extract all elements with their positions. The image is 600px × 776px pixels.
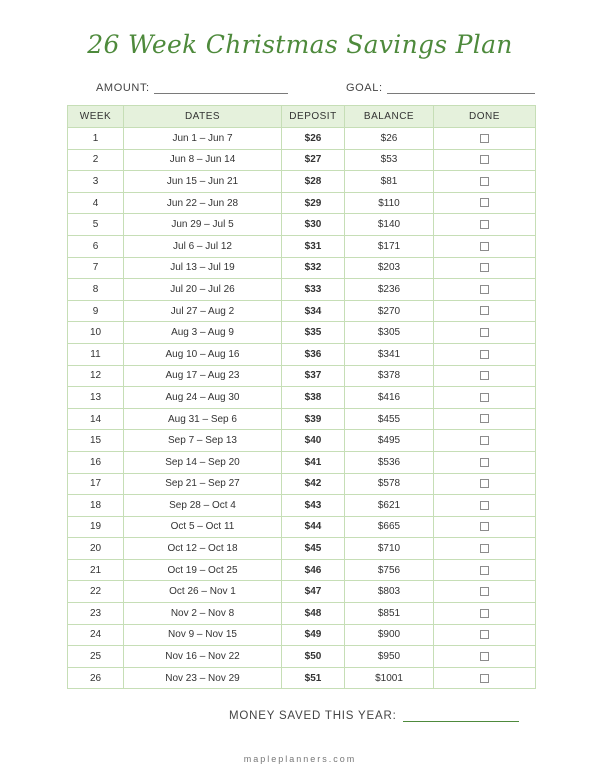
deposit-cell: $39 — [282, 408, 345, 430]
dates-cell: Sep 21 – Sep 27 — [124, 473, 282, 495]
checkbox-icon[interactable] — [480, 414, 489, 423]
table-row — [68, 430, 536, 452]
week-cell: 2 — [68, 149, 124, 171]
done-cell — [434, 624, 536, 646]
table-header-row — [68, 106, 536, 128]
week-cell: 9 — [68, 300, 124, 322]
deposit-cell: $44 — [282, 516, 345, 538]
dates-cell: Aug 10 – Aug 16 — [124, 343, 282, 365]
deposit-cell: $51 — [282, 667, 345, 689]
dates-cell: Jul 6 – Jul 12 — [124, 235, 282, 257]
dates-cell: Jun 8 – Jun 14 — [124, 149, 282, 171]
week-cell: 14 — [68, 408, 124, 430]
table-row — [68, 538, 536, 560]
deposit-cell: $38 — [282, 387, 345, 409]
column-header-balance: BALANCE — [345, 106, 434, 128]
table-row — [68, 667, 536, 689]
checkbox-icon[interactable] — [480, 436, 489, 445]
balance-cell: $236 — [345, 279, 434, 301]
done-cell — [434, 451, 536, 473]
dates-cell: Jun 1 – Jun 7 — [124, 128, 282, 150]
balance-cell: $665 — [345, 516, 434, 538]
done-cell — [434, 667, 536, 689]
goal-field — [346, 82, 535, 94]
balance-cell: $81 — [345, 171, 434, 193]
balance-cell: $950 — [345, 646, 434, 668]
checkbox-icon[interactable] — [480, 134, 489, 143]
checkbox-icon[interactable] — [480, 458, 489, 467]
checkbox-icon[interactable] — [480, 285, 489, 294]
page-title: 26 Week Christmas Savings Plan — [87, 30, 513, 59]
done-cell — [434, 322, 536, 344]
balance-cell: $110 — [345, 192, 434, 214]
checkbox-icon[interactable] — [480, 220, 489, 229]
balance-cell: $621 — [345, 495, 434, 517]
done-cell — [434, 128, 536, 150]
balance-cell: $455 — [345, 408, 434, 430]
table-row — [68, 128, 536, 150]
table-row — [68, 365, 536, 387]
week-cell: 18 — [68, 495, 124, 517]
table-row — [68, 192, 536, 214]
dates-cell: Nov 9 – Nov 15 — [124, 624, 282, 646]
deposit-cell: $43 — [282, 495, 345, 517]
week-cell: 4 — [68, 192, 124, 214]
week-cell: 11 — [68, 343, 124, 365]
column-header-week: WEEK — [68, 106, 124, 128]
deposit-cell: $36 — [282, 343, 345, 365]
deposit-cell: $29 — [282, 192, 345, 214]
checkbox-icon[interactable] — [480, 328, 489, 337]
deposit-cell: $26 — [282, 128, 345, 150]
dates-cell: Nov 16 – Nov 22 — [124, 646, 282, 668]
checkbox-icon[interactable] — [480, 306, 489, 315]
table-row — [68, 343, 536, 365]
week-cell: 7 — [68, 257, 124, 279]
checkbox-icon[interactable] — [480, 587, 489, 596]
dates-cell: Aug 31 – Sep 6 — [124, 408, 282, 430]
table-row — [68, 279, 536, 301]
table-row — [68, 581, 536, 603]
checkbox-icon[interactable] — [480, 155, 489, 164]
deposit-cell: $46 — [282, 559, 345, 581]
amount-field — [96, 82, 288, 94]
week-cell: 13 — [68, 387, 124, 409]
balance-cell: $378 — [345, 365, 434, 387]
deposit-cell: $41 — [282, 451, 345, 473]
balance-cell: $53 — [345, 149, 434, 171]
deposit-cell: $49 — [282, 624, 345, 646]
week-cell: 5 — [68, 214, 124, 236]
money-saved-field — [229, 710, 519, 722]
week-cell: 25 — [68, 646, 124, 668]
done-cell — [434, 192, 536, 214]
money-saved-label: MONEY SAVED THIS YEAR: — [229, 710, 397, 722]
balance-cell: $140 — [345, 214, 434, 236]
week-cell: 20 — [68, 538, 124, 560]
table-row — [68, 257, 536, 279]
checkbox-icon[interactable] — [480, 263, 489, 272]
money-saved-input-line[interactable] — [403, 710, 519, 722]
deposit-cell: $32 — [282, 257, 345, 279]
amount-input-line[interactable] — [154, 83, 288, 94]
savings-table — [67, 105, 536, 689]
table-row — [68, 322, 536, 344]
table-row — [68, 603, 536, 625]
dates-cell: Jul 20 – Jul 26 — [124, 279, 282, 301]
checkbox-icon[interactable] — [480, 198, 489, 207]
balance-cell: $171 — [345, 235, 434, 257]
table-row — [68, 495, 536, 517]
week-cell: 8 — [68, 279, 124, 301]
balance-cell: $578 — [345, 473, 434, 495]
column-header-deposit: DEPOSIT — [282, 106, 345, 128]
dates-cell: Nov 23 – Nov 29 — [124, 667, 282, 689]
week-cell: 16 — [68, 451, 124, 473]
week-cell: 21 — [68, 559, 124, 581]
done-cell — [434, 235, 536, 257]
done-cell — [434, 473, 536, 495]
deposit-cell: $42 — [282, 473, 345, 495]
dates-cell: Oct 26 – Nov 1 — [124, 581, 282, 603]
deposit-cell: $48 — [282, 603, 345, 625]
done-cell — [434, 581, 536, 603]
checkbox-icon[interactable] — [480, 566, 489, 575]
dates-cell: Nov 2 – Nov 8 — [124, 603, 282, 625]
done-cell — [434, 603, 536, 625]
done-cell — [434, 279, 536, 301]
done-cell — [434, 149, 536, 171]
dates-cell: Sep 28 – Oct 4 — [124, 495, 282, 517]
dates-cell: Oct 5 – Oct 11 — [124, 516, 282, 538]
deposit-cell: $27 — [282, 149, 345, 171]
week-cell: 1 — [68, 128, 124, 150]
week-cell: 23 — [68, 603, 124, 625]
dates-cell: Jun 29 – Jul 5 — [124, 214, 282, 236]
deposit-cell: $50 — [282, 646, 345, 668]
checkbox-icon[interactable] — [480, 371, 489, 380]
balance-cell: $1001 — [345, 667, 434, 689]
week-cell: 19 — [68, 516, 124, 538]
dates-cell: Jun 15 – Jun 21 — [124, 171, 282, 193]
deposit-cell: $40 — [282, 430, 345, 452]
dates-cell: Sep 7 – Sep 13 — [124, 430, 282, 452]
balance-cell: $341 — [345, 343, 434, 365]
amount-label: AMOUNT: — [96, 82, 150, 94]
checkbox-icon[interactable] — [480, 674, 489, 683]
week-cell: 6 — [68, 235, 124, 257]
dates-cell: Aug 3 – Aug 9 — [124, 322, 282, 344]
dates-cell: Oct 12 – Oct 18 — [124, 538, 282, 560]
goal-label: GOAL: — [346, 82, 383, 94]
table-row — [68, 149, 536, 171]
balance-cell: $536 — [345, 451, 434, 473]
table-row — [68, 516, 536, 538]
done-cell — [434, 559, 536, 581]
dates-cell: Sep 14 – Sep 20 — [124, 451, 282, 473]
table-row — [68, 387, 536, 409]
dates-cell: Aug 24 – Aug 30 — [124, 387, 282, 409]
done-cell — [434, 408, 536, 430]
balance-cell: $416 — [345, 387, 434, 409]
balance-cell: $203 — [345, 257, 434, 279]
checkbox-icon[interactable] — [480, 630, 489, 639]
checkbox-icon[interactable] — [480, 501, 489, 510]
checkbox-icon[interactable] — [480, 393, 489, 402]
column-header-done: DONE — [434, 106, 536, 128]
checkbox-icon[interactable] — [480, 479, 489, 488]
deposit-cell: $37 — [282, 365, 345, 387]
week-cell: 26 — [68, 667, 124, 689]
done-cell — [434, 387, 536, 409]
dates-cell: Aug 17 – Aug 23 — [124, 365, 282, 387]
checkbox-icon[interactable] — [480, 177, 489, 186]
column-header-dates: DATES — [124, 106, 282, 128]
dates-cell: Oct 19 – Oct 25 — [124, 559, 282, 581]
checkbox-icon[interactable] — [480, 544, 489, 553]
dates-cell: Jun 22 – Jun 28 — [124, 192, 282, 214]
balance-cell: $803 — [345, 581, 434, 603]
deposit-cell: $47 — [282, 581, 345, 603]
week-cell: 3 — [68, 171, 124, 193]
deposit-cell: $33 — [282, 279, 345, 301]
balance-cell: $305 — [345, 322, 434, 344]
week-cell: 17 — [68, 473, 124, 495]
table-row — [68, 624, 536, 646]
deposit-cell: $28 — [282, 171, 345, 193]
balance-cell: $710 — [345, 538, 434, 560]
done-cell — [434, 171, 536, 193]
table-row — [68, 646, 536, 668]
table-row — [68, 235, 536, 257]
table-row — [68, 473, 536, 495]
deposit-cell: $35 — [282, 322, 345, 344]
balance-cell: $26 — [345, 128, 434, 150]
balance-cell: $270 — [345, 300, 434, 322]
done-cell — [434, 495, 536, 517]
deposit-cell: $34 — [282, 300, 345, 322]
week-cell: 22 — [68, 581, 124, 603]
done-cell — [434, 516, 536, 538]
week-cell: 10 — [68, 322, 124, 344]
done-cell — [434, 646, 536, 668]
checkbox-icon[interactable] — [480, 652, 489, 661]
table-row — [68, 171, 536, 193]
table-row — [68, 300, 536, 322]
table-row — [68, 559, 536, 581]
dates-cell: Jul 27 – Aug 2 — [124, 300, 282, 322]
balance-cell: $851 — [345, 603, 434, 625]
table-row — [68, 214, 536, 236]
week-cell: 15 — [68, 430, 124, 452]
checkbox-icon[interactable] — [480, 242, 489, 251]
checkbox-icon[interactable] — [480, 522, 489, 531]
done-cell — [434, 365, 536, 387]
table-row — [68, 451, 536, 473]
balance-cell: $900 — [345, 624, 434, 646]
checkbox-icon[interactable] — [480, 350, 489, 359]
dates-cell: Jul 13 – Jul 19 — [124, 257, 282, 279]
deposit-cell: $45 — [282, 538, 345, 560]
balance-cell: $495 — [345, 430, 434, 452]
checkbox-icon[interactable] — [480, 609, 489, 618]
deposit-cell: $30 — [282, 214, 345, 236]
done-cell — [434, 214, 536, 236]
done-cell — [434, 430, 536, 452]
done-cell — [434, 538, 536, 560]
deposit-cell: $31 — [282, 235, 345, 257]
goal-input-line[interactable] — [387, 83, 535, 94]
done-cell — [434, 257, 536, 279]
done-cell — [434, 300, 536, 322]
week-cell: 24 — [68, 624, 124, 646]
week-cell: 12 — [68, 365, 124, 387]
footer-website: mapleplanners.com — [243, 754, 357, 764]
balance-cell: $756 — [345, 559, 434, 581]
table-row — [68, 408, 536, 430]
done-cell — [434, 343, 536, 365]
